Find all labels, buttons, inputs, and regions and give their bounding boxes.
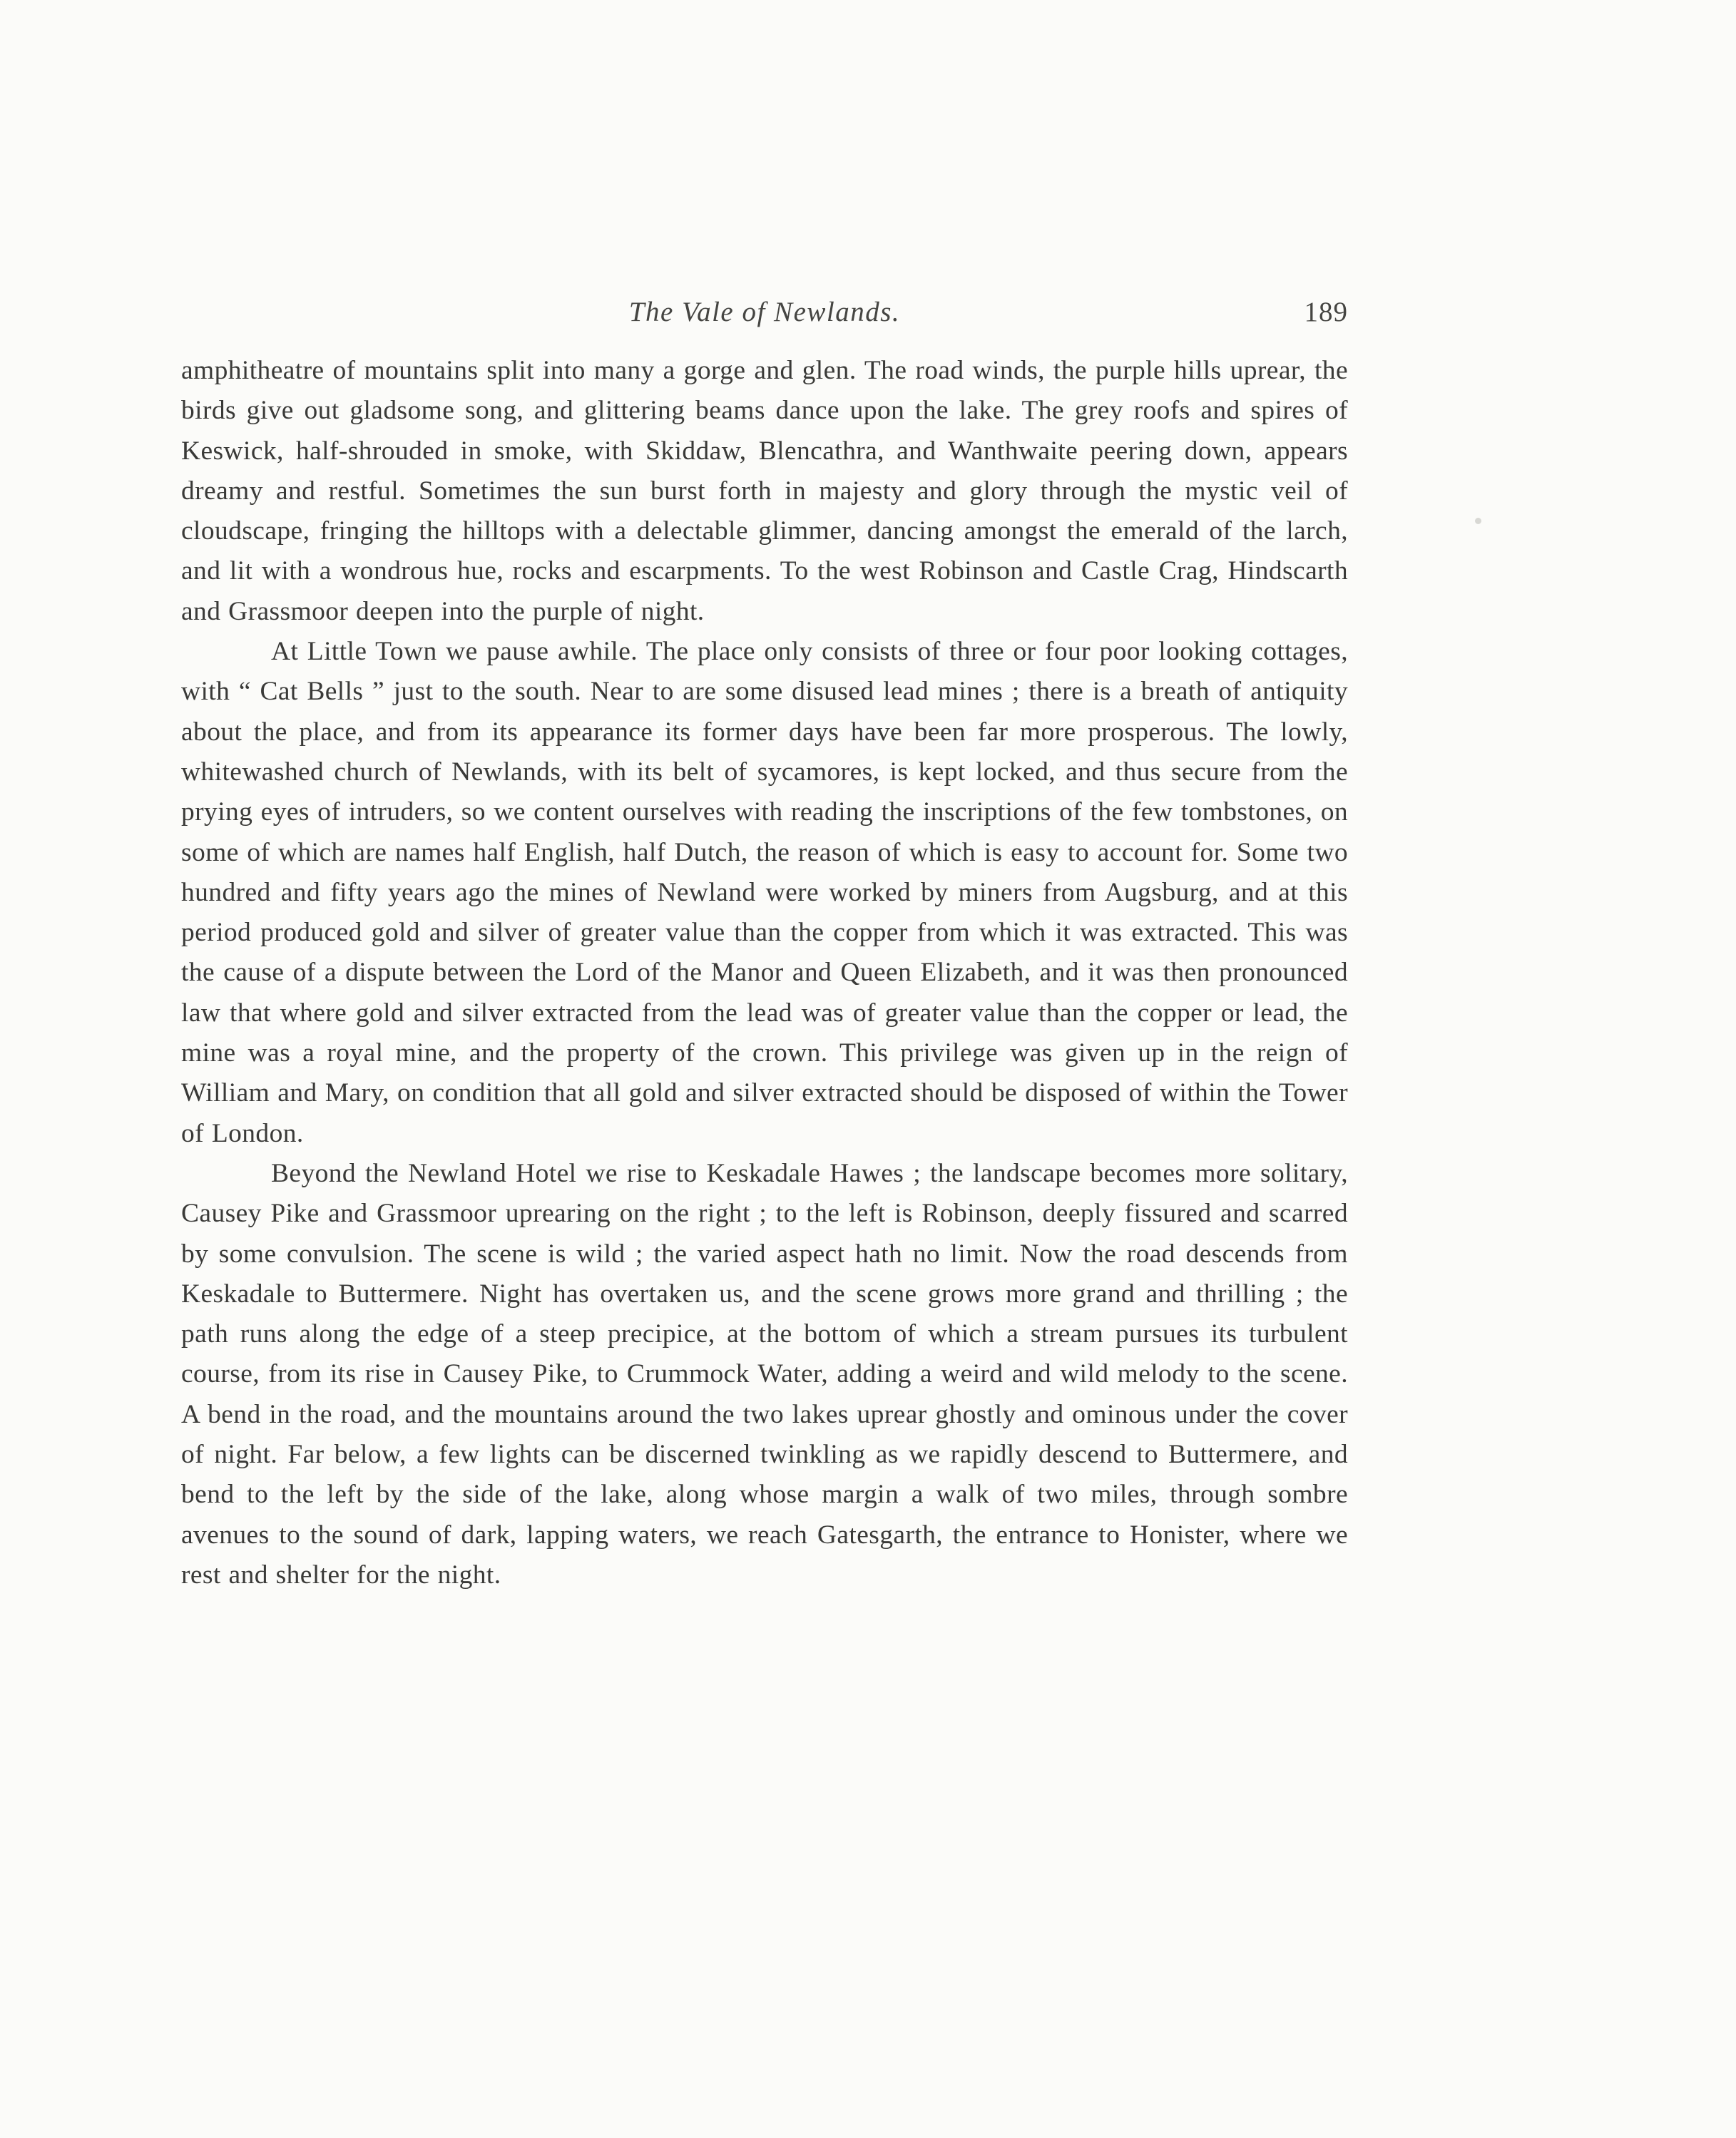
body-text — [181, 351, 1348, 1595]
paragraph-1: amphitheatre of mountains split into many a gorge and glen. The road winds, the purple hills uprear, the birds give out gladsome song, and glittering beams dance upon the lake. The grey roofs and spires of Keswick, half-shrouded in smoke, with Skiddaw, Blencathra, and Wanthwaite peering down, appears dreamy and restful. Sometimes the sun burst forth in majesty and glory through the mystic veil of cloudscape, fringing the hilltops with a delectable glimmer, dancing amongst the emerald of the larch, and lit with a wondrous hue, rocks and escarpments. To the west Robinson and Castle Crag, Hindscarth and Grassmoor deepen into the purple of night. — [181, 356, 1348, 626]
paragraph-3: Beyond the Newland Hotel we rise to Keskadale Hawes ; the landscape becomes more solitary, Causey Pike and Grassmoor uprearing on the right ; to the left is Robinson, deeply fissured and scarred by some convulsion. The scene is wild ; the varied aspect hath no limit. Now the road descends from Keskadale to Buttermere. Night has overtaken us, and the scene grows more grand and thrilling ; the path runs along the edge of a steep precipice, at the bottom of which a stream pursues its turbulent course, from its rise in Causey Pike, to Crummock Water, adding a weird and wild melody to the scene. A bend in the road, and the mountains around the two lakes uprear ghostly and ominous under the cover of night. Far below, a few lights can be discerned twinkling as we rapidly descend to Buttermere, and bend to the left by the side of the lake, along whose margin a walk of two miles, through sombre avenues to the sound of dark, lapping waters, we reach Gatesgarth, the entrance to Honister, where we rest and shelter for the night. — [181, 1158, 1348, 1590]
running-head — [181, 291, 1348, 334]
paragraph-2: At Little Town we pause awhile. The place only consists of three or four poor looking cottages, with “ Cat Bells ” just to the south. Near to are some disused lead mines ; there is a breath of antiquity about the place, and from its appearance its former days have been far more prosperous. The lowly, whitewashed church of Newlands, with its belt of sycamores, is kept locked, and thus secure from the prying eyes of intruders, so we content ourselves with reading the inscriptions of the few tombstones, on some of which are names half English, half Dutch, the reason of which is easy to account for. Some two hundred and fifty years ago the mines of Newland were worked by miners from Augsburg, and at this period produced gold and silver of greater value than the copper from which it was extracted. This was the cause of a dispute between the Lord of the Manor and Queen Elizabeth, and it was then pronounced law that where gold and silver extracted from the lead was of greater value than the copper or lead, the mine was a royal mine, and the property of the crown. This privilege was given up in the reign of William and Mary, on condition that all gold and silver extracted should be disposed of within the Tower of London. — [181, 637, 1348, 1148]
paper-speck — [1475, 518, 1481, 524]
page-number: 189 — [1304, 297, 1348, 327]
running-title: The Vale of Newlands. — [628, 297, 901, 327]
